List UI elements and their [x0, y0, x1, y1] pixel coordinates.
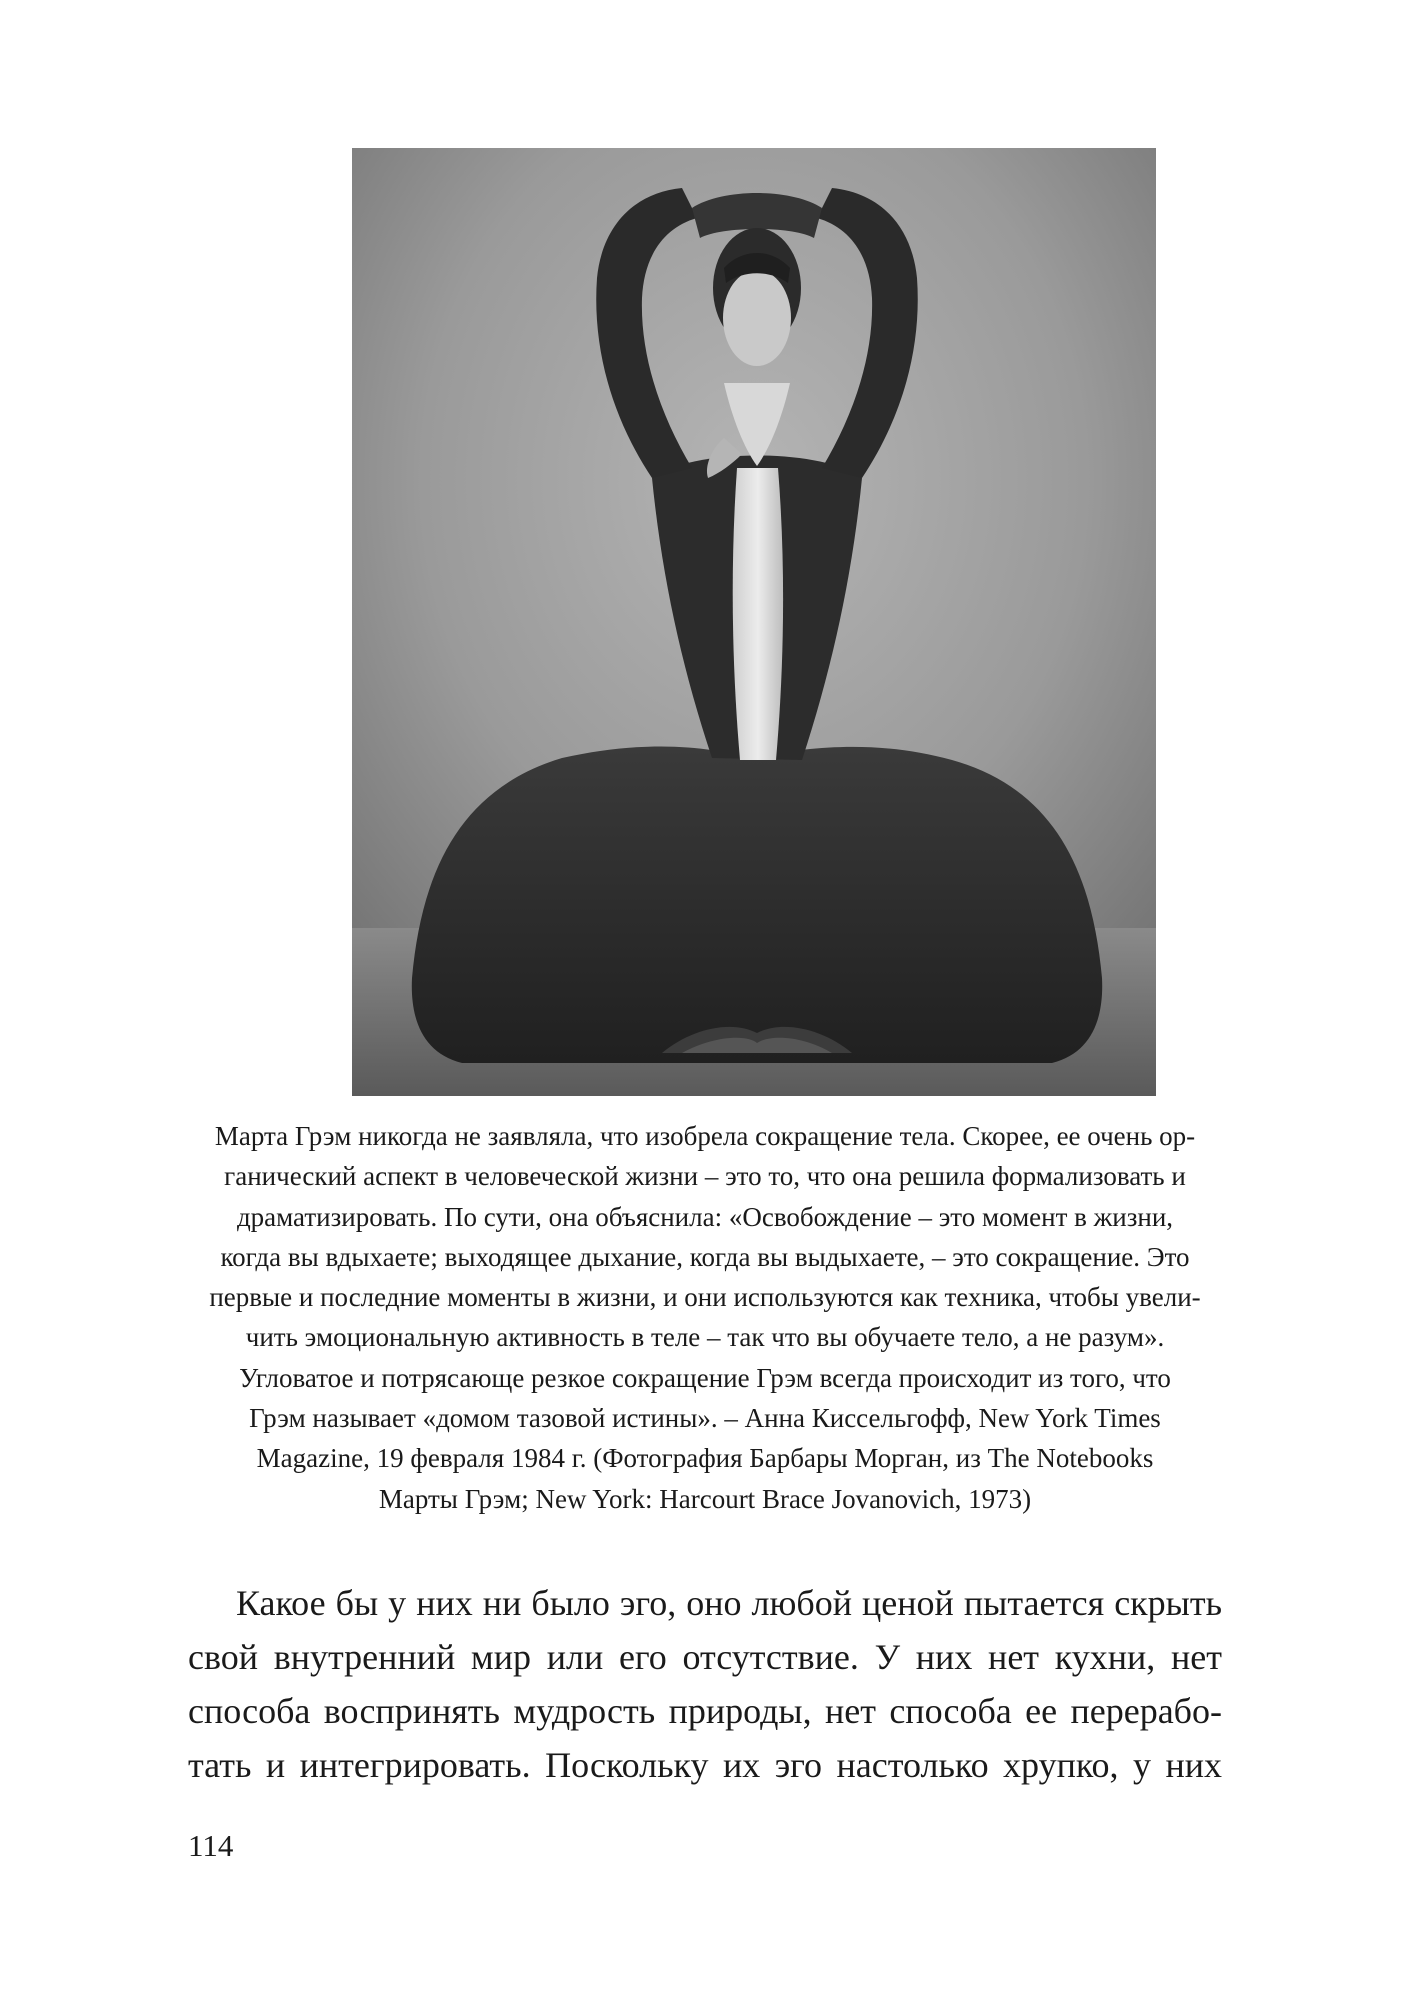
figure-caption [188, 1116, 1222, 1519]
figure-photo [352, 148, 1156, 1096]
body-line: способа воспринять мудрость природы, нет способа ее перерабо- [188, 1691, 1222, 1731]
caption-line: когда вы вдыхаете; выходящее дыхание, когда вы выдыхаете, – это сокращение. Это [220, 1241, 1190, 1272]
caption-line: Марта Грэм никогда не заявляла, что изобрела сокращение тела. Скорее, ее очень ор- [214, 1121, 1196, 1151]
caption-line: чить эмоциональную активность в теле – так что вы обучаете тело, а не разум». [245, 1322, 1165, 1353]
body-line: Какое бы у них ни было эго, оно любой ценой пытается скрыть [236, 1583, 1222, 1623]
body-line: свой внутренний мир или его отсутствие. У них нет кухни, нет [188, 1637, 1222, 1677]
caption-line: Марты Грэм; New York: Harcourt Brace Jovanovich, 1973) [378, 1483, 1032, 1514]
body-paragraph [188, 1576, 1222, 1792]
caption-line: Magazine, 19 февраля 1984 г. (Фотография Барбары Морган, из The Notebooks [256, 1443, 1154, 1474]
photo-artwork [352, 148, 1156, 1096]
caption-line: первые и последние моменты в жизни, и они используются как техника, чтобы увели- [209, 1282, 1201, 1313]
caption-line: драматизировать. По сути, она объяснила: «Освобождение – это момент в жизни, [236, 1201, 1174, 1232]
caption-line: ганический аспект в человеческой жизни – это то, что она решила формализовать и [224, 1161, 1186, 1192]
body-line: тать и интегрировать. Поскольку их эго настолько хрупко, у них [188, 1745, 1222, 1785]
caption-line: Угловатое и потрясающе резкое сокращение Грэм всегда происходит из того, что [239, 1362, 1171, 1393]
caption-line: Грэм называет «домом тазовой истины». – Анна Киссельгофф, New York Times [249, 1403, 1161, 1434]
page-number: 114 [188, 1828, 234, 1863]
